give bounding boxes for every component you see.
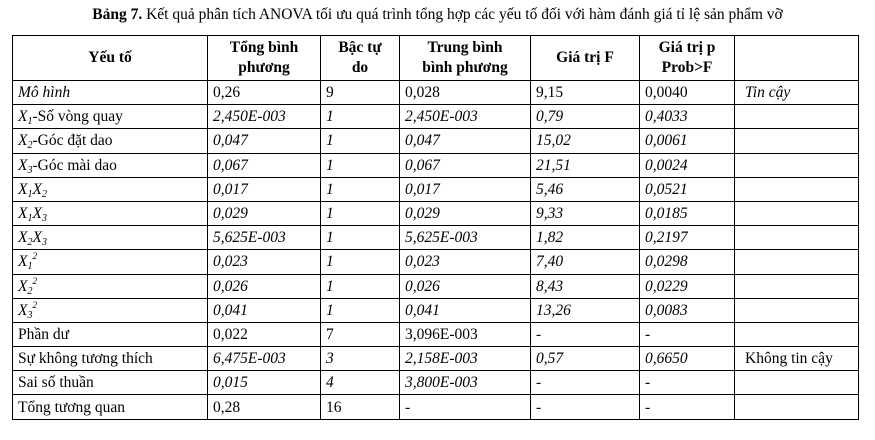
- table-caption: [0, 6, 875, 24]
- factor-main: X: [18, 205, 28, 223]
- caption-text: Kết quả phân tích ANOVA tối ưu quá trình tổng hợp các yếu tố đối với hàm đánh giá tỉ lệ sản phẩm vỡ: [142, 6, 783, 23]
- cell-mean-square: 0,026: [400, 274, 531, 298]
- cell-note: [735, 177, 859, 201]
- factor-main: Sự không tương thích: [18, 350, 153, 368]
- cell-f-value: 13,26: [531, 298, 640, 322]
- cell-factor: [13, 395, 208, 419]
- header-degrees-of-freedom: [321, 36, 400, 81]
- cell-mean-square: 0,023: [400, 250, 531, 274]
- cell-note: [735, 250, 859, 274]
- factor-subscript: 1: [27, 261, 33, 273]
- factor-subscript-2: 3: [41, 237, 47, 249]
- factor-subscript-2: 3: [41, 213, 47, 225]
- factor-middle: -Góc đặt dao: [32, 132, 113, 150]
- cell-degrees-of-freedom: 1: [321, 250, 400, 274]
- table-row: [13, 347, 859, 371]
- table-row: [13, 226, 859, 250]
- cell-factor: [13, 105, 208, 129]
- cell-p-value: -: [640, 395, 735, 419]
- header-row: [13, 36, 859, 81]
- table-row: [13, 322, 859, 346]
- table-row: [13, 81, 859, 105]
- factor-middle: -Số vòng quay: [32, 108, 123, 126]
- cell-sum-of-squares: 0,26: [208, 81, 321, 105]
- factor-subscript-2: 2: [41, 188, 47, 200]
- factor-main: Phần dư: [18, 325, 70, 343]
- cell-degrees-of-freedom: 7: [321, 322, 400, 346]
- cell-p-value: 0,0521: [640, 177, 735, 201]
- cell-mean-square: 0,041: [400, 298, 531, 322]
- cell-degrees-of-freedom: 4: [321, 371, 400, 395]
- factor-main: X: [18, 156, 28, 174]
- factor-subscript: 3: [27, 164, 33, 176]
- cell-note: [735, 105, 859, 129]
- cell-mean-square: 2,158E-003: [400, 347, 531, 371]
- cell-mean-square: 0,029: [400, 201, 531, 225]
- cell-degrees-of-freedom: 1: [321, 153, 400, 177]
- cell-factor: [13, 347, 208, 371]
- table-row: [13, 201, 859, 225]
- cell-sum-of-squares: 0,28: [208, 395, 321, 419]
- table-row: [13, 250, 859, 274]
- header-sum-of-squares-text: Tổng bình phương: [229, 39, 299, 76]
- cell-sum-of-squares: 0,017: [208, 177, 321, 201]
- cell-factor: [13, 226, 208, 250]
- factor-middle: X: [32, 229, 42, 247]
- cell-mean-square: 2,450E-003: [400, 105, 531, 129]
- cell-f-value: 0,79: [531, 105, 640, 129]
- table-row: [13, 298, 859, 322]
- table-row: [13, 395, 859, 419]
- cell-p-value: 0,0083: [640, 298, 735, 322]
- cell-f-value: -: [531, 322, 640, 346]
- factor-main: X: [18, 277, 28, 295]
- cell-note: [735, 201, 859, 225]
- cell-mean-square: 0,028: [400, 81, 531, 105]
- cell-sum-of-squares: 5,625E-003: [208, 226, 321, 250]
- factor-main: X: [18, 301, 28, 319]
- cell-degrees-of-freedom: 1: [321, 201, 400, 225]
- cell-p-value: 0,0185: [640, 201, 735, 225]
- cell-factor: [13, 81, 208, 105]
- factor-main: Tổng tương quan: [18, 398, 126, 416]
- factor-subscript: 2: [27, 285, 33, 297]
- cell-f-value: -: [531, 371, 640, 395]
- cell-factor: [13, 250, 208, 274]
- cell-sum-of-squares: 0,047: [208, 129, 321, 153]
- cell-note: Không tin cậy: [735, 347, 859, 371]
- cell-p-value: 0,0061: [640, 129, 735, 153]
- factor-main: X: [18, 108, 28, 126]
- factor-subscript: 1: [27, 213, 33, 225]
- table-row: [13, 105, 859, 129]
- cell-f-value: 9,15: [531, 81, 640, 105]
- cell-p-value: 0,0229: [640, 274, 735, 298]
- header-p-value-text: Giá trị p Prob>F: [658, 39, 716, 76]
- cell-f-value: 5,46: [531, 177, 640, 201]
- cell-note: [735, 274, 859, 298]
- factor-middle: -Góc mài dao: [32, 156, 117, 174]
- cell-p-value: -: [640, 322, 735, 346]
- header-factor: Yếu tố: [13, 36, 208, 81]
- cell-sum-of-squares: 0,022: [208, 322, 321, 346]
- cell-f-value: 1,82: [531, 226, 640, 250]
- header-mean-square-text: Trung bình bình phương: [422, 39, 508, 76]
- factor-main: X: [18, 229, 28, 247]
- cell-factor: [13, 371, 208, 395]
- table-row: [13, 274, 859, 298]
- cell-factor: [13, 298, 208, 322]
- factor-main: X: [18, 132, 28, 150]
- cell-note: [735, 395, 859, 419]
- cell-factor: [13, 153, 208, 177]
- cell-sum-of-squares: 2,450E-003: [208, 105, 321, 129]
- cell-mean-square: 0,017: [400, 177, 531, 201]
- cell-sum-of-squares: 0,041: [208, 298, 321, 322]
- cell-note: [735, 322, 859, 346]
- factor-superscript: 2: [32, 251, 37, 262]
- cell-degrees-of-freedom: 9: [321, 81, 400, 105]
- anova-table: [12, 35, 859, 420]
- cell-note: [735, 298, 859, 322]
- cell-sum-of-squares: 6,475E-003: [208, 347, 321, 371]
- cell-degrees-of-freedom: 3: [321, 347, 400, 371]
- cell-mean-square: 5,625E-003: [400, 226, 531, 250]
- table-row: [13, 129, 859, 153]
- cell-p-value: 0,0024: [640, 153, 735, 177]
- factor-subscript: 2: [27, 140, 33, 152]
- cell-note: [735, 153, 859, 177]
- cell-factor: [13, 274, 208, 298]
- cell-degrees-of-freedom: 1: [321, 105, 400, 129]
- factor-subscript: 2: [27, 237, 33, 249]
- cell-note: [735, 129, 859, 153]
- factor-superscript: 2: [32, 299, 37, 310]
- cell-p-value: 0,4033: [640, 105, 735, 129]
- factor-main: X: [18, 253, 28, 271]
- cell-p-value: 0,6650: [640, 347, 735, 371]
- cell-degrees-of-freedom: 1: [321, 177, 400, 201]
- cell-factor: [13, 129, 208, 153]
- caption-label: Bảng 7.: [92, 6, 143, 23]
- factor-subscript: 1: [27, 116, 33, 128]
- cell-degrees-of-freedom: 1: [321, 226, 400, 250]
- header-p-value: [640, 36, 735, 81]
- table-body: [13, 81, 859, 420]
- cell-factor: [13, 177, 208, 201]
- cell-mean-square: 3,096E-003: [400, 322, 531, 346]
- cell-mean-square: 3,800E-003: [400, 371, 531, 395]
- cell-factor: [13, 201, 208, 225]
- cell-f-value: 15,02: [531, 129, 640, 153]
- cell-factor: [13, 322, 208, 346]
- cell-degrees-of-freedom: 16: [321, 395, 400, 419]
- factor-middle: X: [32, 205, 42, 223]
- factor-middle: X: [32, 180, 42, 198]
- cell-p-value: -: [640, 371, 735, 395]
- cell-mean-square: -: [400, 395, 531, 419]
- cell-mean-square: 0,047: [400, 129, 531, 153]
- cell-note: Tin cậy: [735, 81, 859, 105]
- cell-f-value: 21,51: [531, 153, 640, 177]
- cell-f-value: 7,40: [531, 250, 640, 274]
- factor-superscript: 2: [32, 275, 37, 286]
- table-row: [13, 177, 859, 201]
- cell-sum-of-squares: 0,015: [208, 371, 321, 395]
- cell-p-value: 0,0040: [640, 81, 735, 105]
- cell-sum-of-squares: 0,026: [208, 274, 321, 298]
- header-mean-square: [400, 36, 531, 81]
- table-row: [13, 153, 859, 177]
- header-sum-of-squares: [208, 36, 321, 81]
- header-degrees-of-freedom-text: Bậc tự do: [338, 39, 382, 76]
- table-row: [13, 371, 859, 395]
- factor-subscript: 3: [27, 309, 33, 321]
- cell-degrees-of-freedom: 1: [321, 274, 400, 298]
- cell-mean-square: 0,067: [400, 153, 531, 177]
- cell-degrees-of-freedom: 1: [321, 298, 400, 322]
- factor-main: Mô hình: [18, 84, 71, 102]
- cell-f-value: 9,33: [531, 201, 640, 225]
- cell-note: [735, 371, 859, 395]
- cell-degrees-of-freedom: 1: [321, 129, 400, 153]
- cell-f-value: -: [531, 395, 640, 419]
- cell-sum-of-squares: 0,029: [208, 201, 321, 225]
- factor-main: X: [18, 180, 28, 198]
- cell-f-value: 8,43: [531, 274, 640, 298]
- cell-p-value: 0,2197: [640, 226, 735, 250]
- cell-f-value: 0,57: [531, 347, 640, 371]
- cell-note: [735, 226, 859, 250]
- factor-main: Sai số thuần: [18, 374, 94, 392]
- header-note: [735, 36, 859, 81]
- header-f-value: Giá trị F: [531, 36, 640, 81]
- cell-sum-of-squares: 0,067: [208, 153, 321, 177]
- cell-sum-of-squares: 0,023: [208, 250, 321, 274]
- cell-p-value: 0,0298: [640, 250, 735, 274]
- factor-subscript: 1: [27, 188, 33, 200]
